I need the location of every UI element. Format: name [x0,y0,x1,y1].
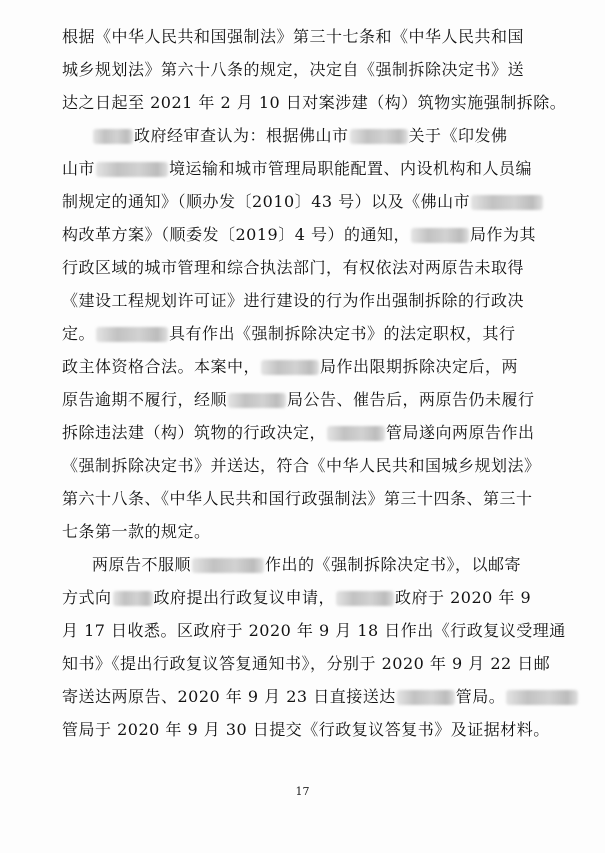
text-line: 方式向 政府提出行政复议申请， 政府于 2020 年 9 [62,588,532,607]
redacted-text [192,558,264,573]
text-line: 第六十八条、《中华人民共和国行政强制法》第三十四条、第三十 [62,489,533,508]
text-line: 政府经审查认为：根据佛山市 关于《印发佛 [92,125,508,147]
text-line: 拆除违法建（构）筑物的行政决定， 管局遂向两原告作出 [62,423,535,442]
text-line: 《强制拆除决定书》并送达，符合《中华人民共和国城乡规划法》 [62,456,541,475]
text-line: 制规定的通知》（顺办发〔2010〕43 号）以及《佛山市 [62,191,544,213]
text-line: 根据《中华人民共和国强制法》第三十七条和《中华人民共和国 [62,27,525,46]
redacted-text [350,129,408,144]
text-line: 城乡规划法》第六十八条的规定，决定自《强制拆除决定书》送 [62,60,525,79]
text-line: 管局于 2020 年 9 月 30 日提交《行政复议答复书》及证据材料。 [62,720,550,739]
redacted-text [228,393,286,408]
redacted-text [397,690,455,705]
text-line: 原告逾期不履行，经顺 局公告、催告后，两原告仍未履行 [62,390,535,409]
redacted-text [336,591,394,606]
redacted-text [411,228,469,243]
text-line: 《建设工程规划许可证》进行建设的行为作出强制拆除的行政决 [62,291,525,310]
text-line: 达之日起至 2021 年 2 月 10 日对案涉建（构）筑物实施强制拆除。 [62,93,567,112]
redacted-text [506,690,578,705]
text-line: 政主体资格合法。本案中， 局作出限期拆除决定后，两 [62,357,519,376]
redacted-text [471,195,543,210]
text-line: 山市 境运输和城市管理局职能配置、内设机构和人员编 [62,159,533,178]
redacted-text [93,129,133,144]
redacted-text [96,162,168,177]
text-line: 行政区域的城市管理和综合执法部门，有权依法对两原告未取得 [62,258,525,277]
redacted-text [327,426,385,441]
redacted-text [113,591,153,606]
text-line: 两原告不服顺 作出的《强制拆除决定书》，以邮寄 [92,555,522,574]
text-line: 七条第一款的规定。 [62,522,211,541]
text-line: 定。 具有作出《强制拆除决定书》的法定职权，其行 [62,324,516,343]
text-line: 月 17 日收悉。区政府于 2020 年 9 月 18 日作出《行政复议受理通 [62,621,566,640]
page-number: 17 [295,785,310,798]
redacted-text [261,360,319,375]
redacted-text [96,327,168,342]
text-line: 构改革方案》（顺委发〔2019〕4 号）的通知， 局作为其 [62,225,537,244]
text-line: 知书》《提出行政复议答复通知书》，分别于 2020 年 9 月 22 日邮 [62,654,551,673]
text-line: 寄送达两原告、2020 年 9 月 23 日直接送达 管局。 [62,686,579,708]
